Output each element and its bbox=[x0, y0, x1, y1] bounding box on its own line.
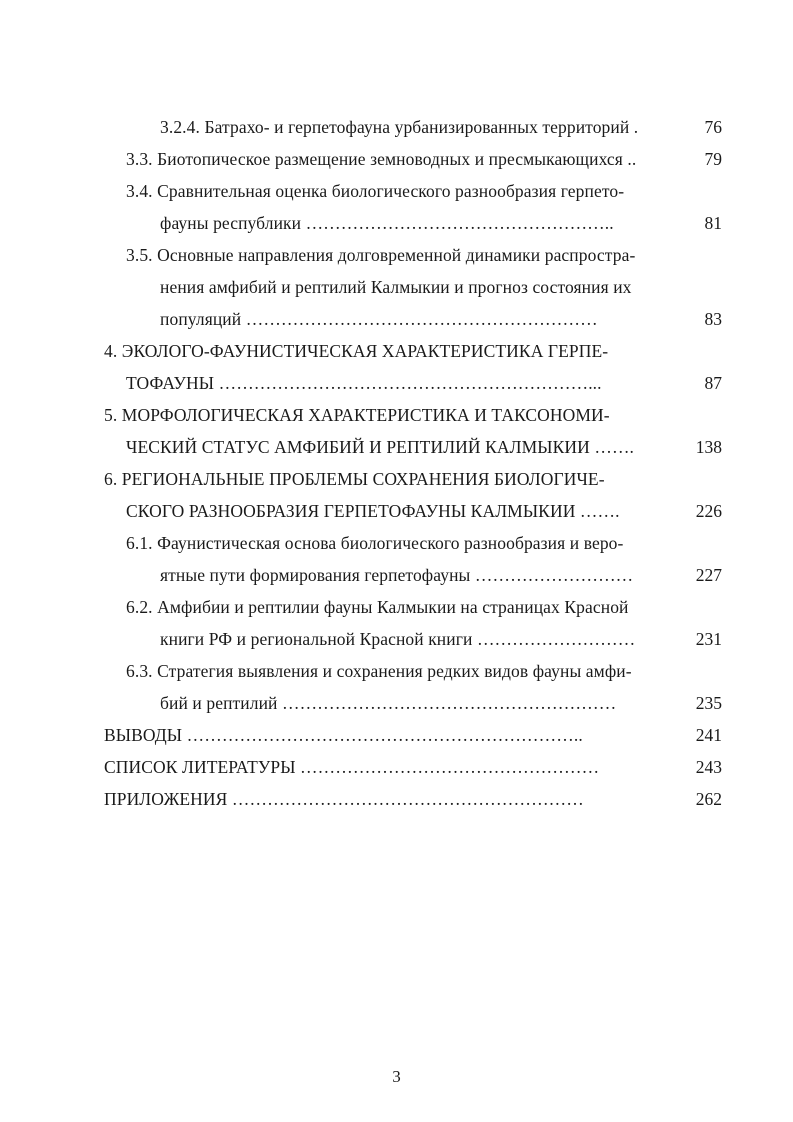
toc-entry-vyvody-page: 241 bbox=[695, 725, 722, 745]
toc-entry-6-3-page: 235 bbox=[695, 693, 722, 713]
toc-entry-6-2-line-2: книги РФ и региональной Красной книги ……………………… bbox=[160, 629, 636, 649]
toc-entry-3-4-line-1: 3.4. Сравнительная оценка биологического разнообразия герпето- bbox=[126, 181, 625, 201]
toc-entry-3-3-line-1: 3.3. Биотопическое размещение земноводных и пресмыкающихся .. bbox=[126, 149, 637, 169]
toc-entry-6-1-line-2: ятные пути формирования герпетофауны ……………………… bbox=[160, 565, 634, 585]
toc-entry-6-1-page: 227 bbox=[695, 565, 722, 585]
toc-entry-vyvody-line-1: ВЫВОДЫ ………………………………………………………….. bbox=[104, 725, 583, 745]
toc-entry-4-line-1: 4. ЭКОЛОГО-ФАУНИСТИЧЕСКАЯ ХАРАКТЕРИСТИКА ГЕРПЕ- bbox=[104, 341, 609, 361]
toc-entry-3-3-page: 79 bbox=[704, 149, 722, 169]
toc-entry-6-line-2: СКОГО РАЗНООБРАЗИЯ ГЕРПЕТОФАУНЫ КАЛМЫКИИ ……. bbox=[126, 501, 620, 521]
toc-entry-4-line-2: ТОФАУНЫ ………………………………………………………... bbox=[126, 373, 602, 393]
toc-entry-4-page: 87 bbox=[704, 373, 722, 393]
toc-entry-6-3-line-2: бий и рептилий ………………………………………………… bbox=[160, 693, 617, 713]
toc-entry-3-5-line-1: 3.5. Основные направления долговременной динамики распростра- bbox=[126, 245, 636, 265]
toc-entry-6-2-page: 231 bbox=[695, 629, 722, 649]
toc-entry-6-3-line-1: 6.3. Стратегия выявления и сохранения редких видов фауны амфи- bbox=[126, 661, 632, 681]
toc-entry-3-5-line-2: нения амфибий и рептилий Калмыкии и прогноз состояния их bbox=[160, 277, 632, 297]
toc-entry-3-2-4-page: 76 bbox=[704, 117, 722, 137]
toc-entry-3-5-line-3: популяций …………………………………………………… bbox=[160, 309, 598, 329]
toc-entry-literatura-line-1: СПИСОК ЛИТЕРАТУРЫ …………………………………………… bbox=[104, 757, 600, 777]
page-number: 3 bbox=[392, 1067, 401, 1086]
toc-entry-3-2-4-line-1: 3.2.4. Батрахо- и герпетофауна урбанизированных территорий . bbox=[160, 117, 639, 137]
toc-entry-5-page: 138 bbox=[695, 437, 722, 457]
toc-entry-3-5-page: 83 bbox=[704, 309, 722, 329]
toc-entry-5-line-2: ЧЕСКИЙ СТАТУС АМФИБИЙ И РЕПТИЛИЙ КАЛМЫКИИ ……. bbox=[126, 437, 635, 457]
toc-entry-5-line-1: 5. МОРФОЛОГИЧЕСКАЯ ХАРАКТЕРИСТИКА И ТАКСОНОМИ- bbox=[104, 405, 610, 425]
toc-entry-3-4-line-2: фауны республики …………………………………………….. bbox=[160, 213, 614, 233]
toc-entry-6-page: 226 bbox=[695, 501, 722, 521]
toc-entry-3-4-page: 81 bbox=[704, 213, 722, 233]
toc-entry-literatura-page: 243 bbox=[695, 757, 722, 777]
toc-entry-6-line-1: 6. РЕГИОНАЛЬНЫЕ ПРОБЛЕМЫ СОХРАНЕНИЯ БИОЛОГИЧЕ- bbox=[104, 469, 605, 489]
toc-entry-6-1-line-1: 6.1. Фаунистическая основа биологического разнообразия и веро- bbox=[126, 533, 624, 553]
toc-entry-prilozheniya-page: 262 bbox=[695, 789, 722, 809]
toc-entry-6-2-line-1: 6.2. Амфибии и рептилии фауны Калмыкии на страницах Красной bbox=[126, 597, 629, 617]
toc-entry-prilozheniya-line-1: ПРИЛОЖЕНИЯ …………………………………………………… bbox=[104, 789, 584, 809]
